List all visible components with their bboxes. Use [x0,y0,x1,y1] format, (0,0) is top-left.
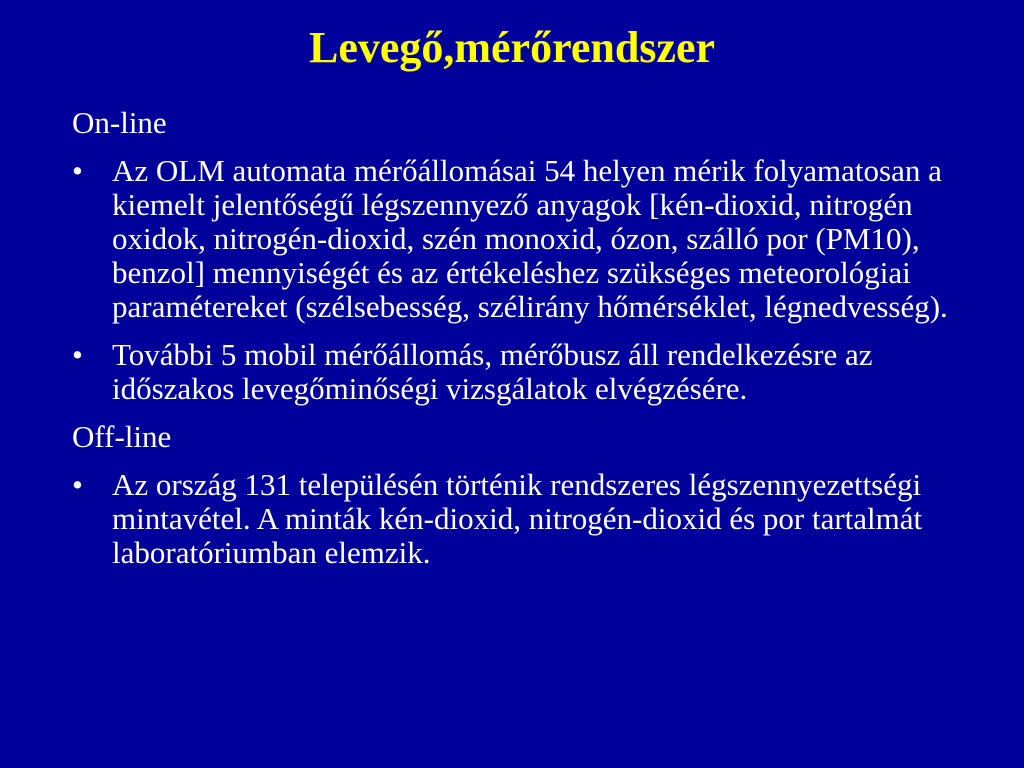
section-heading-online: On-line [72,105,167,140]
bullet-dot-icon: • [72,337,83,372]
bullet-text: Az OLM automata mérőállomásai 54 helyen mérik folyamatosan a kiemelt jelentőségű légszennyező anyagok [kén-dioxid, nitrogén oxidok, nitrogén-dioxid, szén monoxid, ózon, szálló por (PM10), benzol] mennyiségét és az értékeléshez szükséges meteorológiai paramétereket (szélsebesség, szélirány hőmérséklet, légnedvesség). [112,153,948,324]
bullet-text: További 5 mobil mérőállomás, mérőbusz áll rendelkezésre az időszakos levegőminőségi vizsgálatok elvégzésére. [112,337,873,406]
slide-content [72,106,972,584]
bullet-dot-icon: • [72,467,83,502]
bullet-dot-icon: • [72,153,83,188]
section-heading-offline: Off-line [72,419,172,454]
bullet-item [72,338,972,406]
slide-title: Levegő,mérőrendszer [308,23,716,72]
bullet-text: Az ország 131 településén történik rendszeres légszennyezettségi mintavétel. A minták kén-dioxid, nitrogén-dioxid és por tartalmát laboratóriumban elemzik. [112,467,923,570]
bullet-item [72,468,972,570]
bullet-item [72,154,972,324]
